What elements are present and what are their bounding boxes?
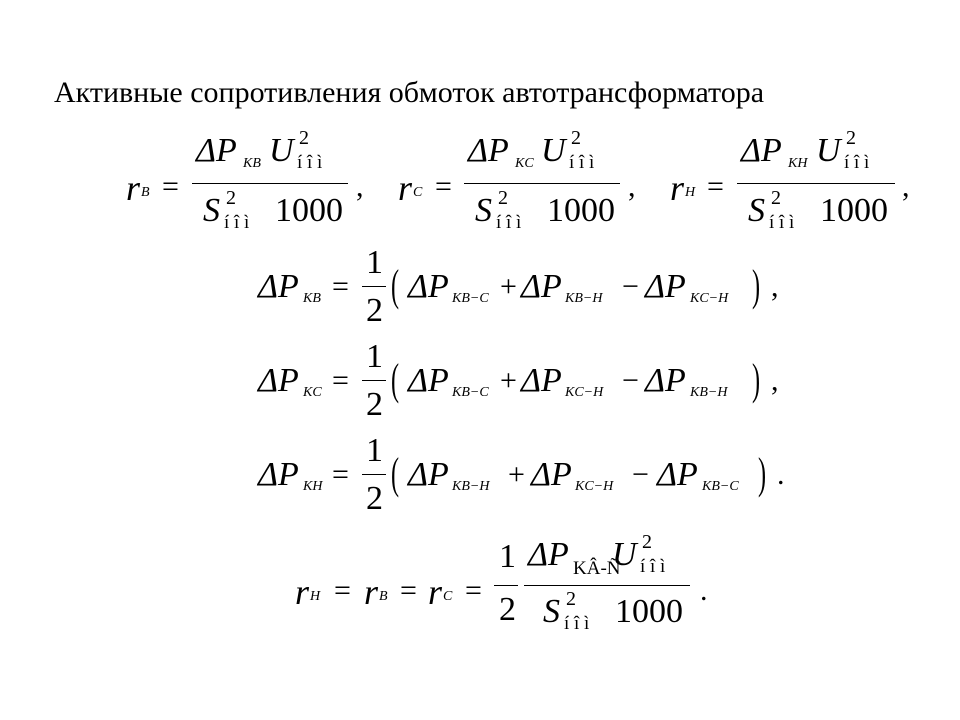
plus-sign: + [508,458,525,491]
plus-sign: + [500,270,517,303]
superscript-2: 2 [299,127,309,149]
half-numerator: 1 [366,338,383,375]
plus-sign: + [500,364,517,397]
superscript-2: 2 [566,588,576,610]
equals-sign: = [465,574,482,607]
subscript-h: H [685,185,696,200]
delta-p-term3: ΔP [645,362,686,399]
left-paren: ( [391,355,400,404]
delta-p: ΔP [528,536,569,573]
half-bar [362,286,386,287]
half-bar [362,380,386,381]
number-1000: 1000 [820,192,888,229]
delta-p-term2: ΔP [521,268,562,305]
delta-p-lhs: ΔP [258,362,299,399]
term1-subscript: KB−H [452,479,490,494]
superscript-2: 2 [498,187,508,209]
row-end: , [771,364,779,397]
symbol-u: U [541,132,566,169]
comma: , [902,170,910,203]
equals-sign: = [334,574,351,607]
comma: , [356,170,364,203]
garbled-subscript: í î ì [224,212,250,233]
right-paren: ) [752,355,761,404]
period: . [700,574,708,607]
superscript-2: 2 [846,127,856,149]
delta-p: ΔP [468,132,509,169]
right-paren: ) [752,261,761,310]
term2-subscript: KB−H [565,291,603,306]
minus-sign: − [622,270,639,303]
equals-sign: = [162,170,179,203]
fraction-bar [464,183,620,184]
symbol-u: U [269,132,294,169]
fraction-bar [524,585,690,586]
garbled-subscript: í î ì [496,212,522,233]
subscript-c: C [443,589,453,604]
left-paren: ( [391,449,400,498]
equals-sign: = [332,364,349,397]
half-denominator: 2 [366,386,383,423]
half-denominator: 2 [366,292,383,329]
delta-p-term2: ΔP [521,362,562,399]
half-bar [494,585,518,586]
term2-subscript: KC−H [575,479,614,494]
garbled-subscript: í î ì [769,212,795,233]
symbol-u: U [816,132,841,169]
garbled-subscript: í î ì [569,152,595,173]
garbled-subscript: í î ì [297,152,323,173]
equals-sign: = [332,270,349,303]
half-numerator: 1 [499,538,516,575]
lhs-subscript: KB [303,291,321,306]
symbol-s: S [203,192,220,229]
subscript-c: C [413,185,423,200]
delta-p-lhs: ΔP [258,268,299,305]
delta-p-term3: ΔP [657,456,698,493]
p-subscript: KÂ-Ñ [573,558,621,579]
symbol-r: r [428,572,443,612]
equals-sign: = [707,170,724,203]
symbol-r: r [295,572,310,612]
delta-p-term1: ΔP [408,456,449,493]
half-numerator: 1 [366,244,383,281]
delta-p-lhs: ΔP [258,456,299,493]
fraction-bar [192,183,348,184]
half-denominator: 2 [366,480,383,517]
symbol-u: U [612,536,637,573]
number-1000: 1000 [547,192,615,229]
delta-p-term2: ΔP [531,456,572,493]
lhs-subscript: KH [303,479,323,494]
term1-subscript: KB−C [452,385,489,400]
delta-p: ΔP [741,132,782,169]
minus-sign: − [622,364,639,397]
right-paren: ) [758,449,767,498]
lhs-subscript: KC [303,385,322,400]
row-end: . [777,458,785,491]
term2-subscript: KC−H [565,385,604,400]
symbol-r: r [670,168,685,208]
half-numerator: 1 [366,432,383,469]
superscript-2: 2 [771,187,781,209]
comma: , [628,170,636,203]
half-bar [362,474,386,475]
symbol-r: r [364,572,379,612]
symbol-r: r [126,168,141,208]
garbled-subscript: í î ì [640,556,666,577]
minus-sign: − [632,458,649,491]
term3-subscript: KB−H [690,385,728,400]
number-1000: 1000 [275,192,343,229]
symbol-s: S [748,192,765,229]
subscript-b: B [379,589,388,604]
delta-p-term3: ΔP [645,268,686,305]
equals-sign: = [332,458,349,491]
delta-p-term1: ΔP [408,268,449,305]
slide-title: Активные сопротивления обмоток автотрансформатора [54,76,765,109]
symbol-r: r [398,168,413,208]
equals-sign: = [435,170,452,203]
p-subscript: KH [788,156,808,171]
term3-subscript: KB−C [702,479,739,494]
superscript-2: 2 [571,127,581,149]
p-subscript: KB [243,156,261,171]
superscript-2: 2 [642,531,652,553]
term1-subscript: KB−C [452,291,489,306]
subscript-b: B [141,185,150,200]
garbled-subscript: í î ì [844,152,870,173]
half-denominator: 2 [499,591,516,628]
row-end: , [771,270,779,303]
symbol-s: S [543,593,560,630]
equals-sign: = [400,574,417,607]
garbled-subscript: í î ì [564,613,590,634]
number-1000: 1000 [615,593,683,630]
fraction-bar [737,183,895,184]
delta-p-term1: ΔP [408,362,449,399]
p-subscript: KC [515,156,534,171]
term3-subscript: KC−H [690,291,729,306]
delta-p: ΔP [196,132,237,169]
superscript-2: 2 [226,187,236,209]
left-paren: ( [391,261,400,310]
symbol-s: S [475,192,492,229]
subscript-h: H [310,589,321,604]
